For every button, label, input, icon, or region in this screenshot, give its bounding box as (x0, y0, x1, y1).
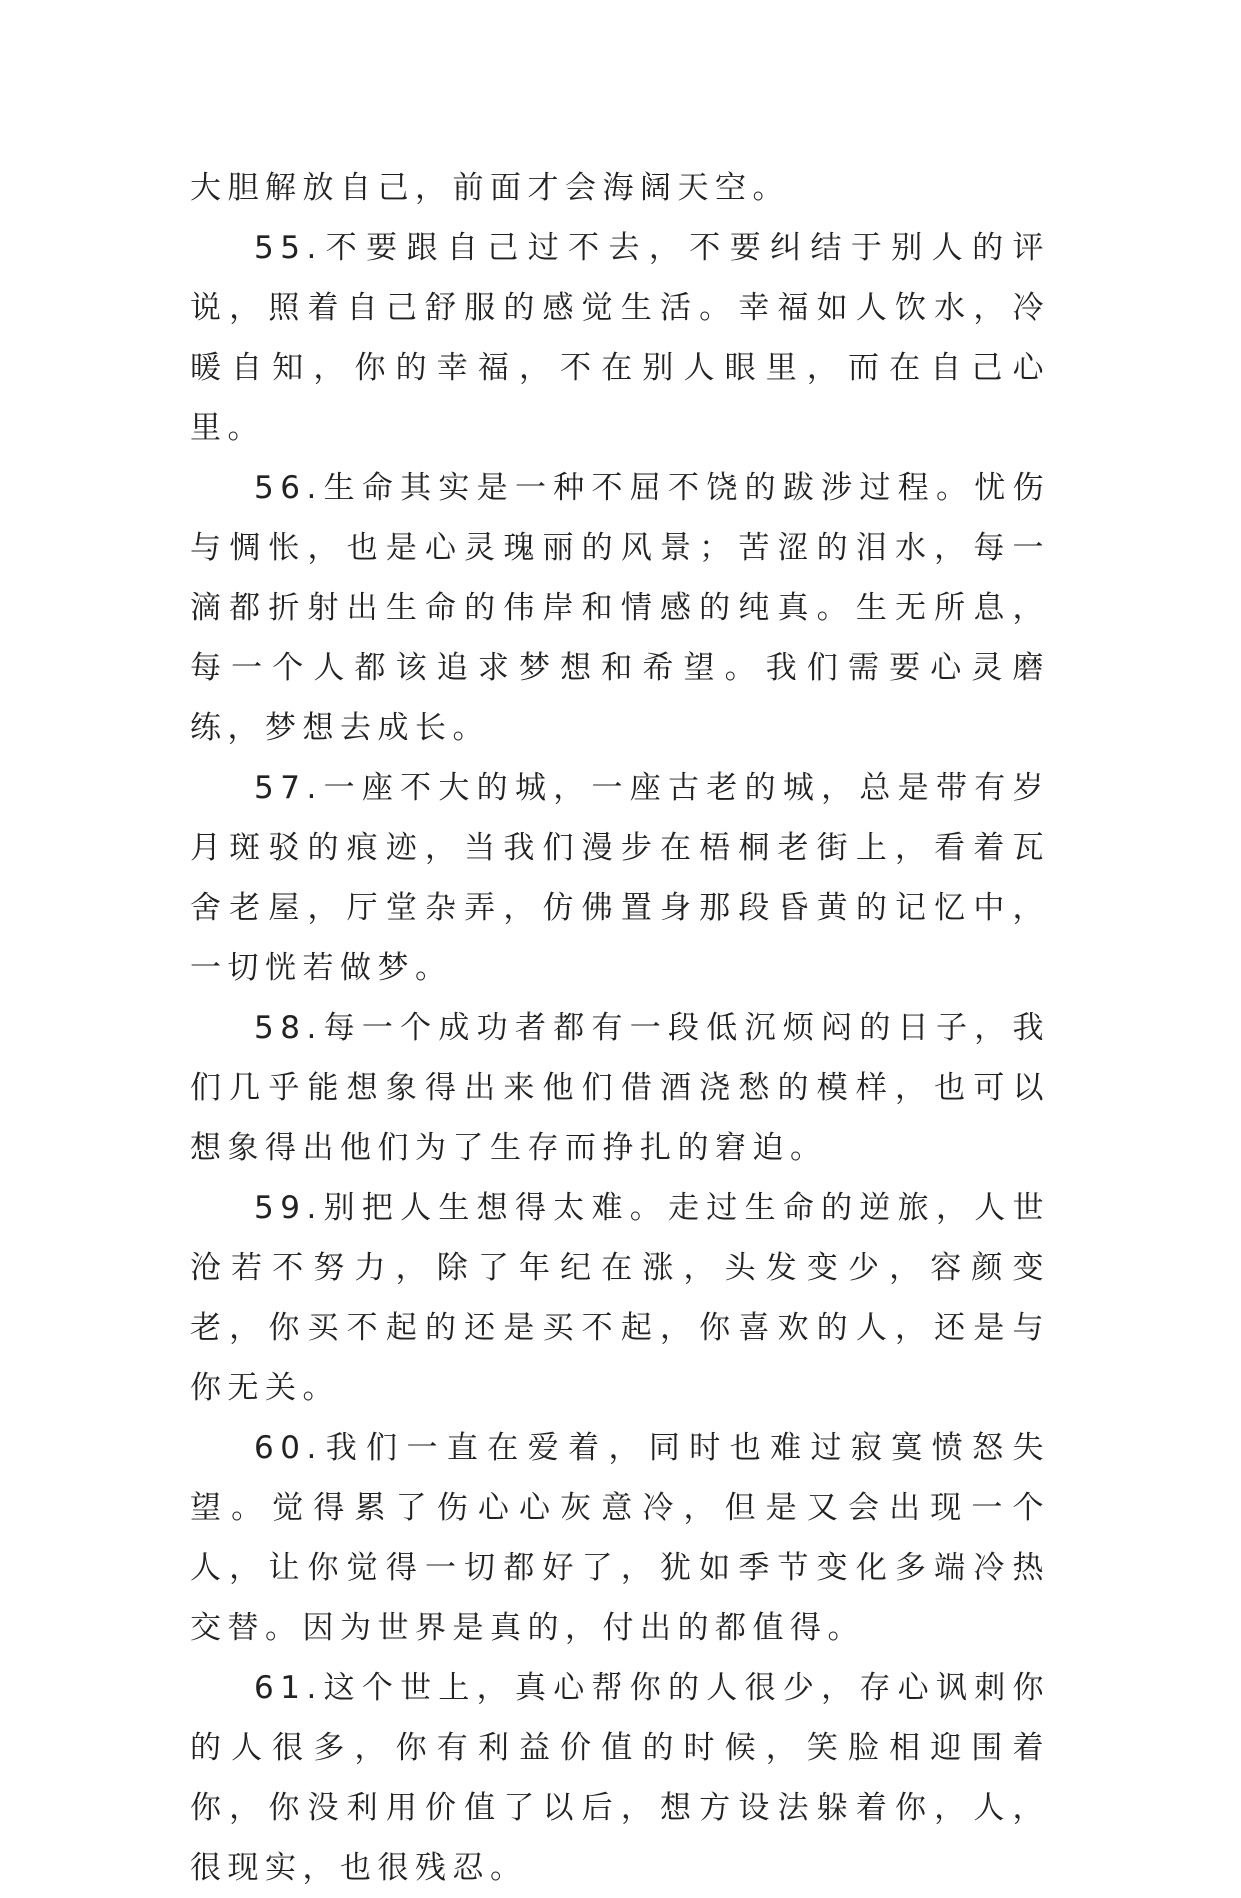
paragraph-60: 60.我们一直在爱着，同时也难过寂寞愤怒失望。觉得累了伤心心灰意冷，但是又会出现一个人，让你觉得一切都好了，犹如季节变化多端冷热交替。因为世界是真的，付出的都值得。 (190, 1430, 1050, 1646)
paragraph-55: 55.不要跟自己过不去，不要纠结于别人的评说，照着自己舒服的感觉生活。幸福如人饮水，冷暖自知，你的幸福，不在别人眼里，而在自己心里。 (190, 230, 1050, 446)
paragraph-61: 61.这个世上，真心帮你的人很少，存心讽刺你的人很多，你有利益价值的时候，笑脸相迎围着你，你没利用价值了以后，想方设法躲着你，人，很现实，也很残忍。 (190, 1670, 1050, 1886)
paragraph-57: 57.一座不大的城，一座古老的城，总是带有岁月斑驳的痕迹，当我们漫步在梧桐老街上，看着瓦舍老屋，厅堂杂弄，仿佛置身那段昏黄的记忆中，一切恍若做梦。 (190, 770, 1050, 986)
document-body (190, 158, 1050, 1898)
paragraph-58: 58.每一个成功者都有一段低沉烦闷的日子，我们几乎能想象得出来他们借酒浇愁的模样，也可以想象得出他们为了生存而挣扎的窘迫。 (190, 1010, 1050, 1166)
paragraph-56: 56.生命其实是一种不屈不饶的跋涉过程。忧伤与惆怅，也是心灵瑰丽的风景；苦涩的泪水，每一滴都折射出生命的伟岸和情感的纯真。生无所息，每一个人都该追求梦想和希望。我们需要心灵磨练，梦想去成长。 (190, 470, 1050, 746)
paragraph-continuation: 大胆解放自己，前面才会海阔天空。 (190, 170, 790, 206)
paragraph-59: 59.别把人生想得太难。走过生命的逆旅，人世沧若不努力，除了年纪在涨，头发变少，容颜变老，你买不起的还是买不起，你喜欢的人，还是与你无关。 (190, 1190, 1050, 1406)
